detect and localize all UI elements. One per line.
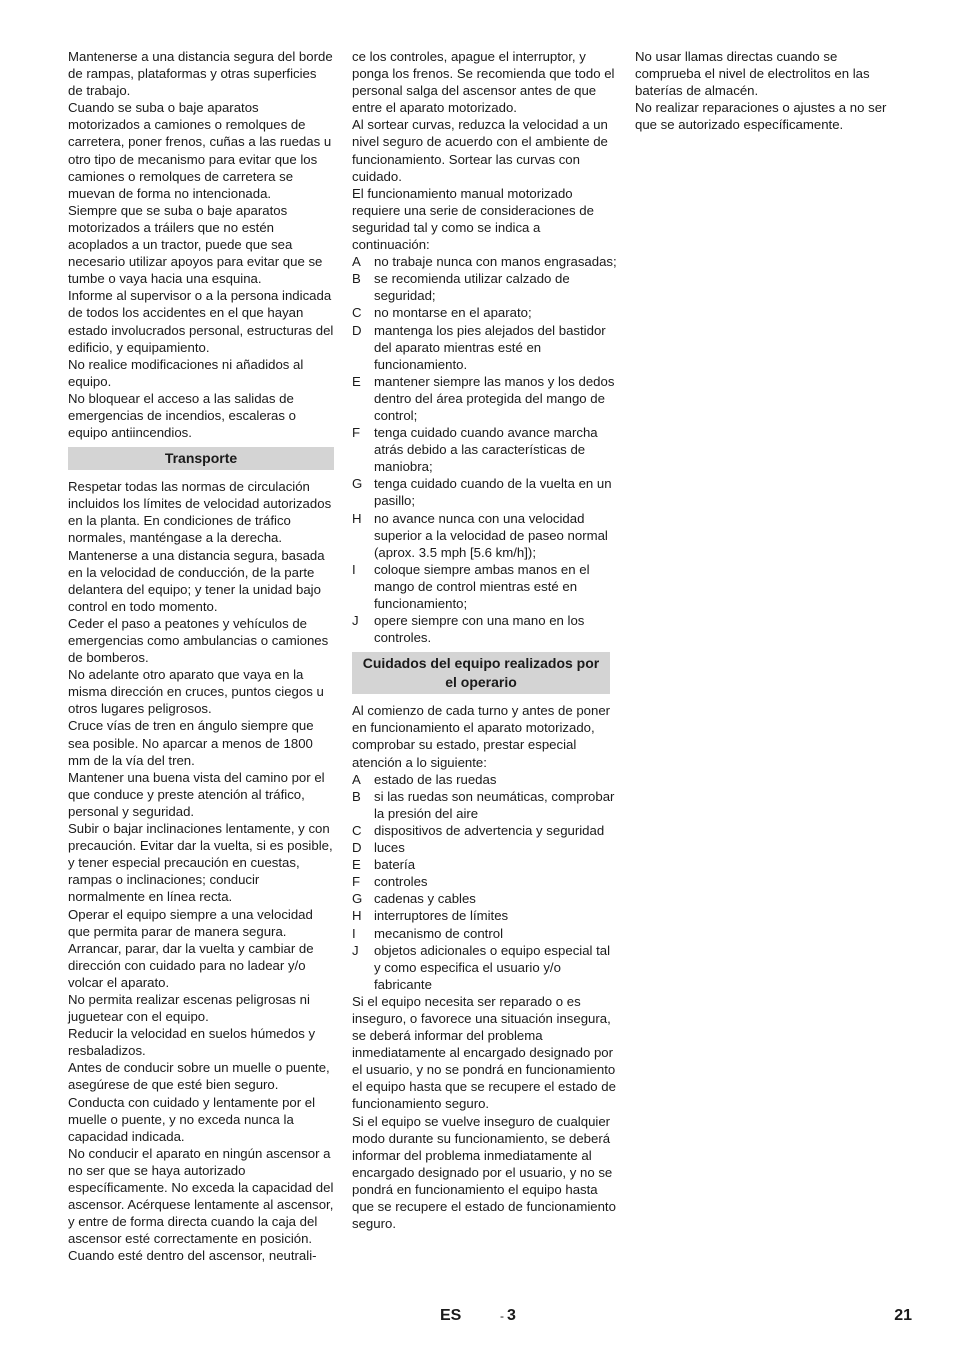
list-key: I — [352, 925, 356, 941]
list-key: H — [352, 908, 362, 924]
footer-dash: - — [500, 1309, 504, 1323]
list-key: D — [352, 840, 362, 856]
list-item — [352, 839, 618, 856]
footer-language: ES — [440, 1307, 462, 1324]
paragraph: Mantener una buena vista del camino por el que conduce y preste atención al tráfico, personal y seguridad. — [68, 769, 325, 819]
paragraph: No adelante otro aparato que vaya en la misma dirección en cruces, puntos ciegos u otros lugares peligrosos. — [68, 667, 324, 717]
list-item — [352, 925, 618, 942]
paragraph: Subir o bajar inclinaciones lentamente, y con precaución. Evitar dar la vuelta, si es posible, y tener especial precaución en cuestas, rampas o inclinaciones; conducir normalmente en línea recta. — [68, 821, 333, 905]
list-text: coloque siempre ambas manos en el mango de control mientras esté en funcionamiento; — [374, 561, 590, 611]
safety-list — [352, 253, 618, 646]
list-text: objetos adicionales o equipo especial tal y como especifica el usuario y/o fabricante — [374, 942, 611, 992]
list-text: controles — [374, 874, 428, 890]
paragraph: Reducir la velocidad en suelos húmedos y resbaladizos. — [68, 1026, 316, 1059]
list-key: E — [352, 857, 361, 873]
list-item — [352, 942, 618, 993]
list-key: C — [352, 822, 362, 838]
list-item — [352, 510, 618, 561]
list-text: no trabaje nunca con manos engrasadas; — [374, 254, 617, 270]
list-key: A — [352, 254, 361, 270]
list-key: A — [352, 771, 361, 787]
list-key: J — [352, 942, 359, 958]
list-item — [352, 424, 618, 475]
list-text: cadenas y cables — [374, 891, 476, 907]
col1-paras-b — [68, 478, 334, 1264]
list-key: G — [352, 476, 363, 492]
list-text: mecanismo de control — [374, 925, 504, 941]
list-key: J — [352, 613, 359, 629]
list-item — [352, 561, 618, 612]
section-heading-cuidados: Cuidados del equipo realizados por el operario — [352, 652, 610, 694]
list-item — [352, 612, 618, 646]
list-text: luces — [374, 840, 405, 856]
column-1 — [68, 48, 334, 1264]
list-text: dispositivos de advertencia y seguridad — [374, 822, 605, 838]
paragraph: No conducir el aparato en ningún ascensor a no ser que se haya autorizado específicamente. No exceda la capacidad del ascensor. Acérquese lentamente al ascensor, y entre de forma directa cuando la caja del ascensor esté correctamente en posición. — [68, 1145, 334, 1247]
column-2 — [352, 48, 618, 1232]
paragraph: Antes de conducir sobre un muelle o puente, asegúrese de que esté bien seguro. — [68, 1060, 330, 1093]
list-item — [352, 253, 618, 270]
page-number: 21 — [894, 1307, 912, 1324]
list-item — [352, 822, 618, 839]
list-item — [352, 270, 618, 304]
list-text: tenga cuidado cuando avance marcha atrás debido a las características de maniobra; — [374, 425, 598, 475]
list-item — [352, 856, 618, 873]
list-text: opere siempre con una mano en los controles. — [374, 613, 585, 646]
paragraph: No permita realizar escenas peligrosas ni juguetear con el equipo. — [68, 991, 310, 1025]
list-key: G — [352, 891, 363, 907]
list-text: se recomienda utilizar calzado de seguridad; — [374, 271, 570, 304]
list-text: mantener siempre las manos y los dedos dentro del área protegida del mango de control; — [374, 373, 615, 423]
list-key: F — [352, 874, 361, 890]
paragraph: Si el equipo se vuelve inseguro de cualquier modo durante su funcionamiento, se deberá informar del problema inmediatamente al encargado designado por el usuario, y no se pondrá en funcionamiento el equipo hasta que se recupere el estado de funcionamiento seguro. — [352, 1113, 616, 1232]
list-item — [352, 873, 618, 890]
paragraph: Cruce vías de tren en ángulo siempre que sea posible. No aparcar a menos de 1800 mm de la vía del tren. — [68, 718, 314, 768]
paragraph: Al sortear curvas, reduzca la velocidad a un nivel seguro de acuerdo con el ambiente de funcionamiento. Sortear las curvas con cuidado. — [352, 117, 608, 184]
paragraph: Operar el equipo siempre a una velocidad que permita parar de manera segura. — [68, 906, 313, 939]
paragraph: Respetar todas las normas de circulación incluidos los límites de velocidad autorizados en la planta. En condiciones de tráfico normales, manténgase a la derecha. Mantenerse a una distancia segura, basada en la velocidad de conducción, de la parte delantera del equipo; y tener la unidad bajo control en todo momento. — [68, 479, 332, 614]
paragraph: Arrancar, parar, dar la vuelta y cambiar de dirección con cuidado para no ladear y/o volcar el aparato. — [68, 940, 314, 990]
list-item — [352, 771, 618, 788]
section-heading-transporte: Transporte — [68, 447, 334, 470]
paragraph: Informe al supervisor o a la persona indicada de todos los accidentes en el que hayan estado involucrados personal, estructuras del edificio, y equipamiento. — [68, 288, 334, 355]
list-key: H — [352, 510, 362, 526]
paragraph: Al comienzo de cada turno y antes de poner en funcionamiento el aparato motorizado, comprobar su estado, prestar especial atención a lo siguiente: — [352, 703, 611, 770]
paragraph: Ceder el paso a peatones y vehículos de emergencias como ambulancias o camiones de bomberos. — [68, 615, 329, 666]
col2-paras-a — [352, 48, 618, 253]
check-list — [352, 771, 618, 993]
paragraph: No usar llamas directas cuando se comprueba el nivel de electrolitos en las baterías de almacén. — [635, 49, 870, 99]
list-text: no avance nunca con una velocidad superior a la velocidad de paseo normal (aprox. 3.5 mph [5.6 km/h]); — [374, 510, 608, 560]
column-3 — [635, 48, 901, 133]
list-item — [352, 322, 618, 373]
footer-sub: 3 — [507, 1307, 516, 1324]
col1-paras-a — [68, 48, 334, 441]
list-item — [352, 304, 618, 321]
list-item — [352, 475, 618, 509]
list-item — [352, 890, 618, 907]
list-key: D — [352, 322, 362, 338]
list-key: C — [352, 305, 362, 321]
list-key: F — [352, 425, 361, 441]
list-text: interruptores de límites — [374, 908, 509, 924]
list-text: tenga cuidado cuando de la vuelta en un pasillo; — [374, 476, 612, 509]
paragraph: Mantenerse a una distancia segura del borde de rampas, plataformas y otras superficies de trabajo. — [68, 49, 333, 99]
paragraph: No bloquear el acceso a las salidas de emergencias de incendios, escaleras o equipo antiincendios. — [68, 390, 296, 441]
paragraph: No realice modificaciones ni añadidos al equipo. — [68, 356, 304, 389]
list-key: B — [352, 271, 361, 287]
paragraph: Siempre que se suba o baje aparatos motorizados a tráilers que no estén acoplados a un tractor, puede que sea necesario utilizar apoyos para evitar que se tumbe o vaya hacia una esquina. — [68, 202, 323, 287]
list-text: batería — [374, 857, 416, 873]
list-item — [352, 788, 618, 822]
list-key: I — [352, 561, 356, 577]
paragraph: ce los controles, apague el interruptor, y ponga los frenos. Se recomienda que todo el personal salga del ascensor antes de que entre el aparato motorizado. — [352, 49, 615, 116]
paragraph: El funcionamiento manual motorizado requiere una serie de consideraciones de seguridad tal y como se indica a continuación: — [352, 185, 594, 253]
col2-paras-b — [352, 993, 618, 1232]
list-text: mantenga los pies alejados del bastidor del aparato mientras esté en funcionamiento. — [374, 322, 606, 372]
paragraph: Cuando se suba o baje aparatos motorizados a camiones o remolques de carretera, poner frenos, cuñas a las ruedas u otro tipo de mecanismo para evitar que los camiones o remolques de carretera se muevan de forma no intencionada. — [68, 100, 332, 201]
list-text: si las ruedas son neumáticas, comprobar la presión del aire — [374, 788, 615, 821]
list-text: no montarse en el aparato; — [374, 305, 532, 321]
paragraph: Conducta con cuidado y lentamente por el muelle o puente, y no exceda nunca la capacidad indicada. — [68, 1094, 316, 1144]
footer-section-number — [500, 1307, 516, 1325]
list-item — [352, 907, 618, 924]
list-item — [352, 373, 618, 424]
paragraph: Cuando esté dentro del ascensor, neutrali- — [68, 1248, 317, 1264]
list-key: B — [352, 788, 361, 804]
list-key: E — [352, 373, 361, 389]
list-text: estado de las ruedas — [374, 771, 497, 787]
paragraph: Si el equipo necesita ser reparado o es inseguro, o favorece una situación insegura, se deberá informar del problema inmediatamente al encargado designado por el usuario, y no se pondrá en funcionamiento el equipo hasta que se recupere el estado de funcionamiento seguro. — [352, 993, 616, 1112]
paragraph: No realizar reparaciones o ajustes a no ser que se autorizado específicamente. — [635, 100, 887, 133]
